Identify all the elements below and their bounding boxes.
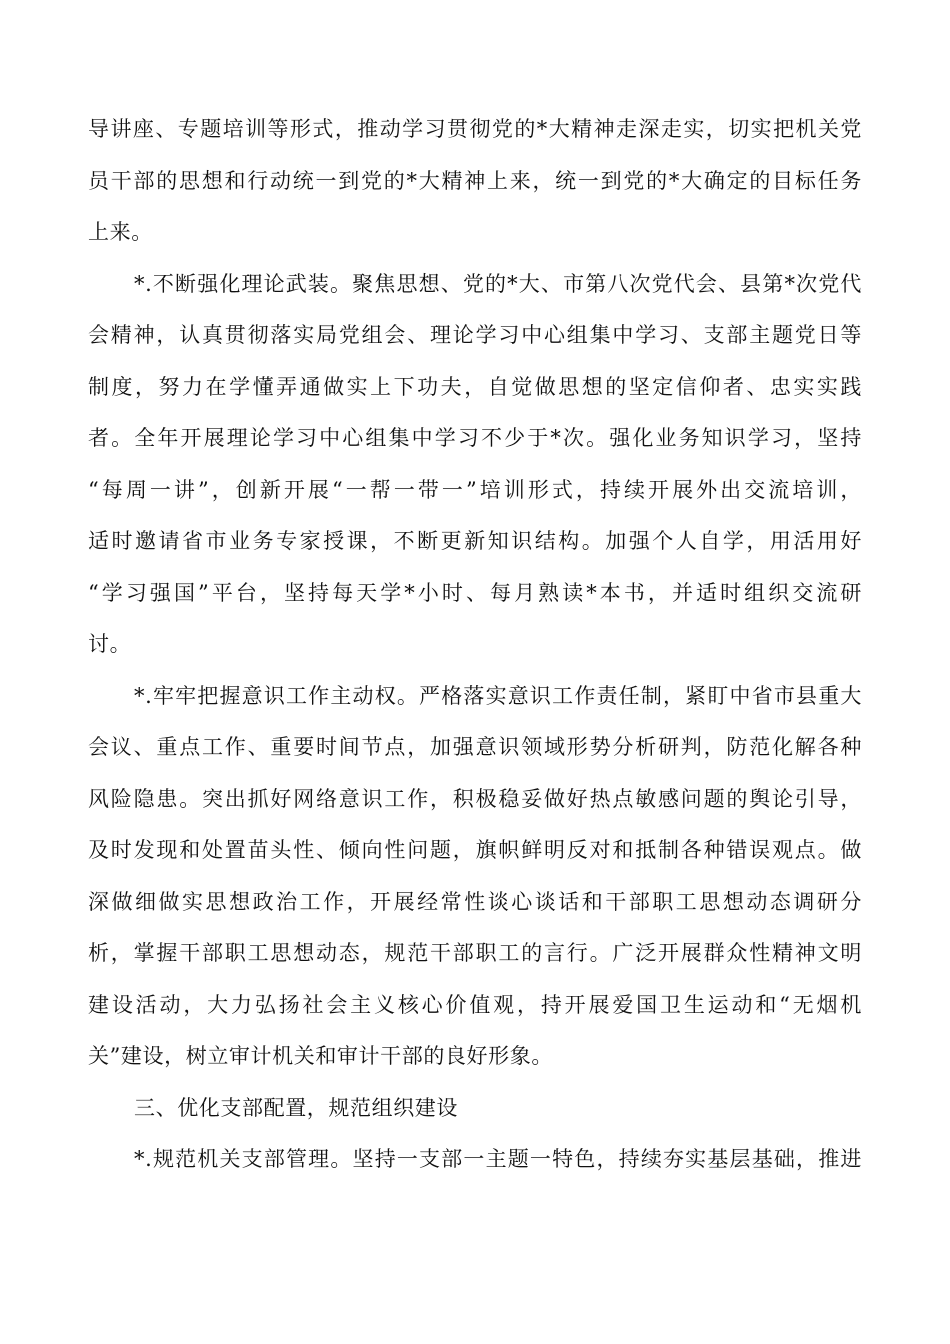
text-line: *.牢牢把握意识工作主动权。严格落实意识工作责任制，紧盯中省市县重大 [134,683,862,708]
text-line: 上来。 [88,220,153,244]
text-line: “每周一讲”，创新开展“一帮一带一”培训形式，持续开展外出交流培训， [88,477,862,502]
text-line: 适时邀请省市业务专家授课，不断更新知识结构。加强个人自学，用活用好 [88,529,862,553]
section-heading [88,1083,862,1135]
text-line: 讨。 [88,632,132,656]
text-line: 及时发现和处置苗头性、倾向性问题，旗帜鲜明反对和抵制各种错误观点。做 [88,838,862,862]
paragraph-study-forms [88,104,862,259]
text-line: 建设活动，大力弘扬社会主义核心价值观，持开展爱国卫生运动和“无烟机 [88,992,862,1017]
section-heading-text: 三、优化支部配置，规范组织建设 [134,1095,458,1120]
text-line: 析，掌握干部职工思想动态，规范干部职工的言行。广泛开展群众性精神文明 [88,941,862,965]
text-line: 会精神，认真贯彻落实局党组会、理论学习中心组集中学习、支部主题党日等 [88,323,862,347]
text-line: “学习强国”平台，坚持每天学*小时、每月熟读*本书，并适时组织交流研 [88,580,862,605]
text-line: 深做细做实思想政治工作，开展经常性谈心谈话和干部职工思想动态调研分 [88,889,862,914]
document-body [88,104,862,1186]
text-line: 制度，努力在学懂弄通做实上下功夫，自觉做思想的坚定信仰者、忠实实践 [88,374,862,399]
paragraph-ideology-work [88,671,862,1083]
paragraph-branch-management [88,1134,862,1186]
text-line: 关”建设，树立审计机关和审计干部的良好形象。 [88,1044,553,1068]
text-line: *.不断强化理论武装。聚焦思想、党的*大、市第八次党代会、县第*次党代 [134,271,862,296]
paragraph-theory-armament [88,259,862,671]
text-line: 风险隐患。突出抓好网络意识工作，积极稳妥做好热点敏感问题的舆论引导， [88,786,862,811]
text-line: 员干部的思想和行动统一到党的*大精神上来，统一到党的*大确定的目标任务 [88,168,862,193]
text-line: 会议、重点工作、重要时间节点，加强意识领域形势分析研判，防范化解各种 [88,735,862,759]
text-line: *.规范机关支部管理。坚持一支部一主题一特色，持续夯实基层基础，推进 [134,1147,862,1171]
text-line: 者。全年开展理论学习中心组集中学习不少于*次。强化业务知识学习，坚持 [88,426,862,450]
text-line: 导讲座、专题培训等形式，推动学习贯彻党的*大精神走深走实，切实把机关党 [88,117,862,141]
